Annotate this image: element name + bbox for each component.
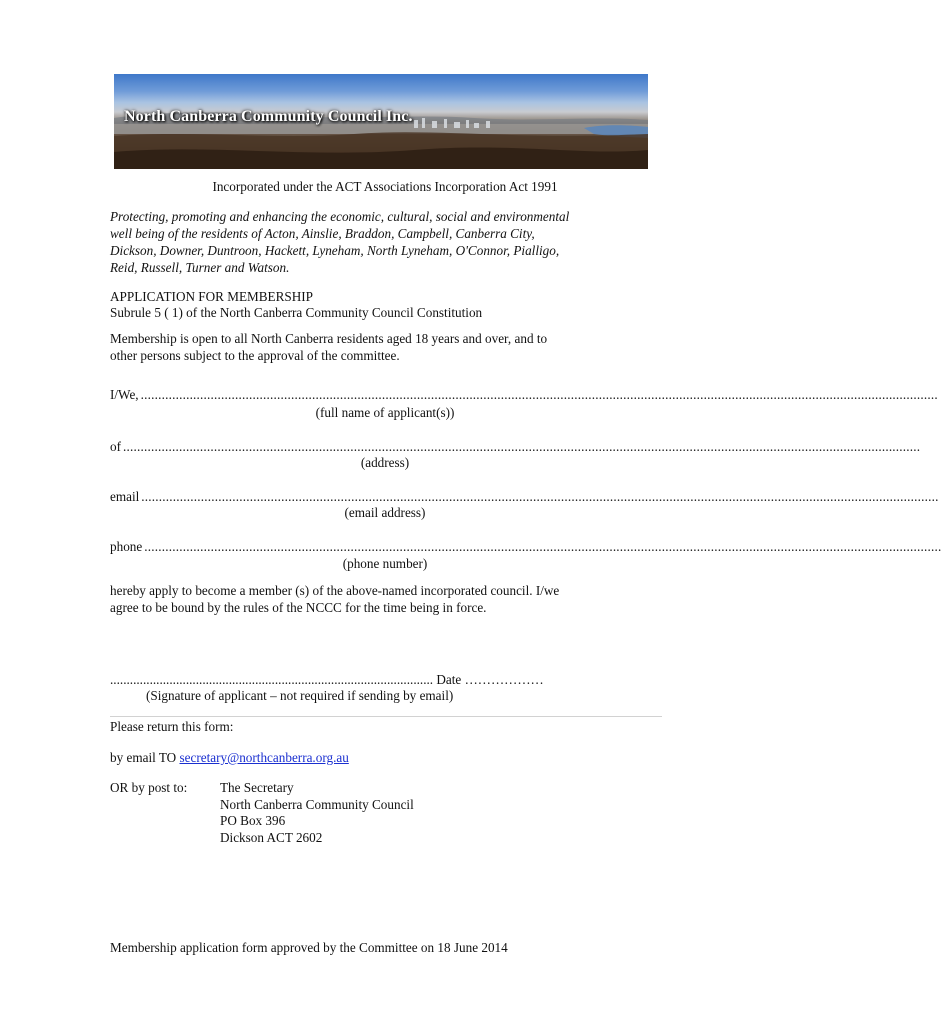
address-line: PO Box 396	[220, 813, 286, 828]
phone-caption: (phone number)	[342, 556, 428, 571]
declaration-statement	[110, 582, 660, 616]
eligibility-line: Membership is open to all North Canberra residents aged 18 years and over, and to	[110, 331, 548, 346]
declaration-line: hereby apply to become a member (s) of the above-named incorporated council. I/we	[110, 583, 560, 598]
date-dotted-line[interactable]: ………………	[464, 672, 544, 687]
signature-line[interactable]	[110, 672, 660, 689]
eligibility-statement	[110, 330, 660, 364]
email-return-prefix: by email TO	[110, 750, 177, 765]
dotted-line: ....................................................................................................................................................................................................................................	[140, 387, 938, 402]
applicant-name-label: I/We,	[110, 387, 139, 402]
mission-line: Reid, Russell, Turner and Watson.	[110, 260, 290, 275]
header-banner-image	[114, 74, 648, 169]
applicant-name-field[interactable]	[110, 386, 938, 403]
postal-address	[220, 780, 414, 846]
signature-dotted-line: ..................................................................................................	[110, 672, 434, 687]
address-field[interactable]	[110, 438, 921, 455]
email-field[interactable]	[110, 488, 939, 505]
date-label: Date	[436, 672, 462, 687]
dotted-line: ....................................................................................................................................................................................................................................	[144, 539, 942, 554]
mission-line: Protecting, promoting and enhancing the economic, cultural, social and environmental	[110, 209, 570, 224]
mission-statement	[110, 208, 660, 276]
address-line: Dickson ACT 2602	[220, 829, 323, 845]
address-label: of	[110, 439, 121, 454]
eligibility-line: other persons subject to the approval of the committee.	[110, 348, 400, 363]
email-return-line	[110, 750, 349, 767]
post-label: OR by post to:	[110, 780, 188, 795]
address-caption: (address)	[360, 455, 410, 470]
incorporation-statement: Incorporated under the ACT Associations Incorporation Act 1991	[212, 179, 558, 194]
signature-caption: (Signature of applicant – not required if sending by email)	[146, 688, 454, 703]
constitution-subrule: Subrule 5 ( 1) of the North Canberra Community Council Constitution	[110, 305, 483, 320]
dotted-line: ....................................................................................................................................................................................................................................	[141, 489, 939, 504]
address-line: North Canberra Community Council	[220, 796, 414, 812]
phone-label: phone	[110, 539, 143, 554]
mission-line: well being of the residents of Acton, Ainslie, Braddon, Campbell, Canberra City,	[110, 226, 535, 241]
email-label: email	[110, 489, 140, 504]
phone-field[interactable]	[110, 538, 942, 555]
mission-line: Dickson, Downer, Duntroon, Hackett, Lyneham, North Lyneham, O'Connor, Pialligo,	[110, 243, 560, 258]
approval-footer: Membership application form approved by the Committee on 18 June 2014	[110, 940, 508, 955]
divider	[110, 716, 662, 717]
declaration-line: agree to be bound by the rules of the NCCC for the time being in force.	[110, 600, 487, 615]
dotted-line: ....................................................................................................................................................................................................................................	[123, 439, 921, 454]
return-heading: Please return this form:	[110, 719, 234, 734]
secretary-email-link[interactable]: secretary@northcanberra.org.au	[179, 750, 349, 765]
banner-title: North Canberra Community Council Inc.	[124, 108, 413, 125]
application-heading: APPLICATION FOR MEMBERSHIP	[110, 289, 313, 304]
email-caption: (email address)	[344, 505, 426, 520]
address-line: The Secretary	[220, 780, 294, 795]
applicant-name-caption: (full name of applicant(s))	[315, 405, 455, 420]
